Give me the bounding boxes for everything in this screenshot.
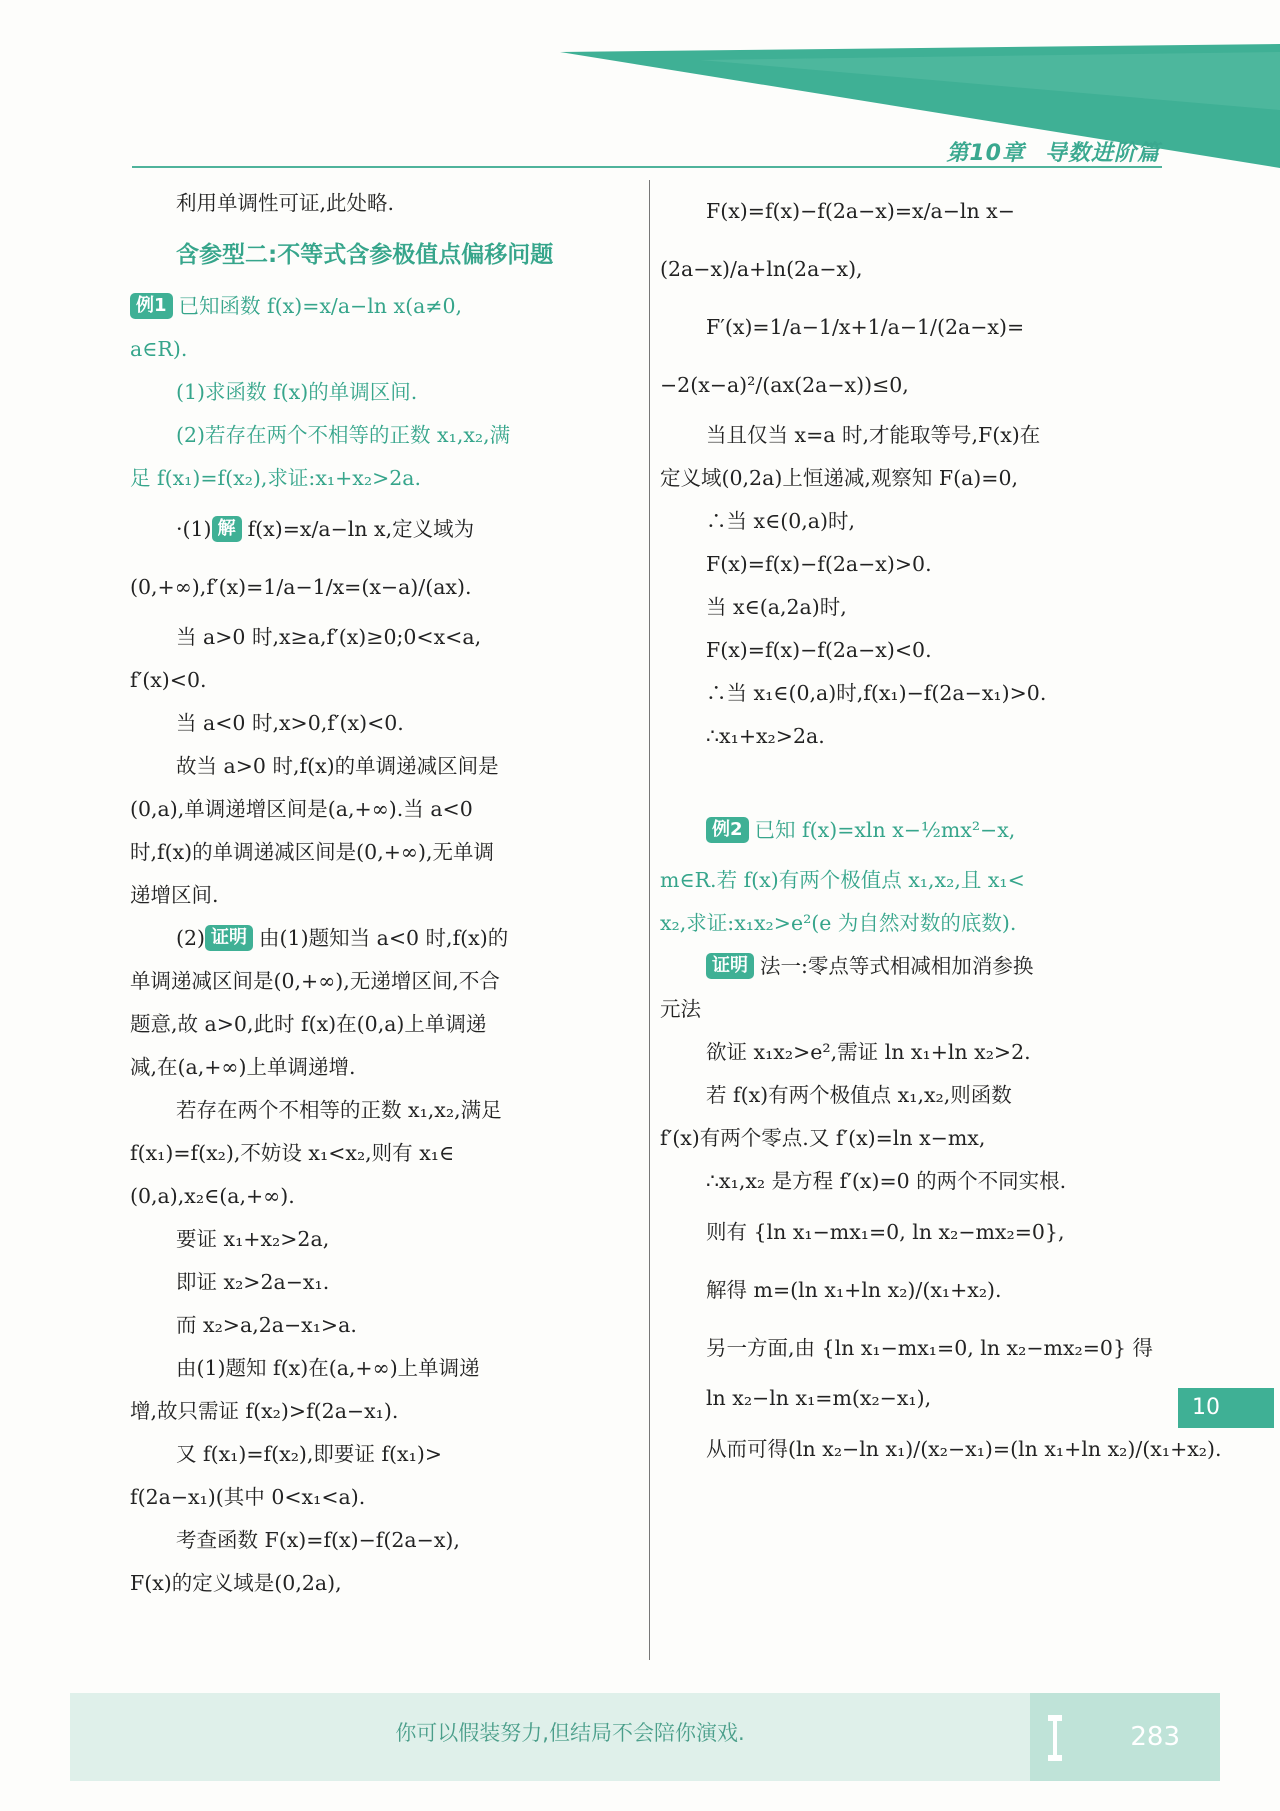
line-text: 法一:零点等式相减相加消参换 [760, 954, 1034, 978]
text-line [130, 500, 630, 558]
line-text: 由(1)题知 f(x)在(a,+∞)上单调递 [176, 1356, 480, 1380]
text-line [660, 1117, 1160, 1160]
text-line [130, 328, 630, 371]
text-line [130, 1175, 630, 1218]
text-line [660, 1319, 1160, 1377]
label-badge: 证明 [706, 953, 754, 979]
text-line [660, 586, 1160, 629]
line-text: F(x)=f(x)−f(2a−x)=x/a−ln x− [706, 199, 1015, 223]
item-number: (2) [176, 926, 206, 950]
text-line [660, 457, 1160, 500]
right-column [660, 182, 1222, 1478]
text-line [130, 558, 630, 616]
line-text: (0,a),单调递增区间是(a,+∞).当 a<0 [130, 797, 473, 821]
label-badge: 解 [212, 516, 242, 542]
chapter-side-tab: 10 [1178, 1388, 1274, 1428]
line-text: F(x)=f(x)−f(2a−x)>0. [706, 552, 932, 576]
line-text: 当且仅当 x=a 时,才能取等号,F(x)在 [706, 423, 1041, 447]
line-text: 又 f(x₁)=f(x₂),即要证 f(x₁)> [176, 1442, 442, 1466]
line-text: ∴x₁+x₂>2a. [706, 724, 825, 748]
line-text: ln x₂−ln x₁=m(x₂−x₁), [706, 1386, 932, 1410]
text-line [130, 1089, 630, 1132]
left-column [130, 182, 630, 1605]
text-line [130, 702, 630, 745]
text-line [660, 715, 1160, 758]
line-text: f(x₁)=f(x₂),不妨设 x₁<x₂,则有 x₁∈ [130, 1141, 455, 1165]
text-line [130, 457, 630, 500]
text-line [660, 356, 1160, 414]
line-text: 递增区间. [130, 883, 219, 907]
line-text: x₂,求证:x₁x₂>e²(e 为自然对数的底数). [660, 911, 1017, 935]
text-line [660, 629, 1160, 672]
header-rule [132, 166, 1162, 168]
line-text: 即证 x₂>2a−x₁. [176, 1270, 330, 1294]
text-line [660, 414, 1160, 457]
text-line [130, 745, 630, 788]
line-text: 欲证 x₁x₂>e²,需证 ln x₁+ln x₂>2. [706, 1040, 1031, 1064]
line-text: 要证 x₁+x₂>2a, [176, 1227, 330, 1251]
line-text: (0,+∞),f′(x)=1/a−1/x=(x−a)/(ax). [130, 575, 472, 599]
text-line [130, 1003, 630, 1046]
text-line [660, 902, 1160, 945]
label-badge: 例1 [130, 293, 173, 319]
line-text: 另一方面,由 {ln x₁−mx₁=0, ln x₂−mx₂=0} 得 [706, 1336, 1154, 1360]
line-text: 则有 {ln x₁−mx₁=0, ln x₂−mx₂=0}, [706, 1220, 1065, 1244]
text-line [130, 1390, 630, 1433]
text-line [130, 1304, 630, 1347]
text-line [130, 659, 630, 702]
text-line [130, 1261, 630, 1304]
text-line [660, 1031, 1160, 1074]
page-number [1030, 1693, 1220, 1781]
line-text: 若存在两个不相等的正数 x₁,x₂,满足 [176, 1098, 502, 1122]
text-line [130, 1132, 630, 1175]
text-line [130, 182, 630, 225]
text-line [130, 616, 630, 659]
text-line [660, 988, 1160, 1031]
line-text: 时,f(x)的单调递减区间是(0,+∞),无单调 [130, 840, 494, 864]
chapter-number: 第10章 [946, 141, 1025, 166]
text-line [660, 859, 1160, 902]
line-text: F′(x)=1/a−1/x+1/a−1/(2a−x)= [706, 315, 1025, 339]
line-text: 若 f(x)有两个极值点 x₁,x₂,则函数 [706, 1083, 1012, 1107]
text-line [660, 672, 1160, 715]
line-text: 定义域(0,2a)上恒递减,观察知 F(a)=0, [660, 466, 1019, 490]
text-line [130, 414, 630, 457]
line-text: (1)求函数 f(x)的单调区间. [176, 380, 418, 404]
label-badge: 例2 [706, 817, 749, 843]
line-text: 已知 f(x)=xln x−½mx²−x, [754, 818, 1016, 842]
text-line [130, 917, 630, 960]
footer-motto: 你可以假装努力,但结局不会陪你演戏. [395, 1721, 745, 1745]
line-text: 考查函数 F(x)=f(x)−f(2a−x), [176, 1528, 460, 1552]
line-text: 当 a>0 时,x≥a,f′(x)≥0;0<x<a, [176, 625, 482, 649]
line-text: 单调递减区间是(0,+∞),无递增区间,不合 [130, 969, 500, 993]
line-text: ∴x₁,x₂ 是方程 f′(x)=0 的两个不同实根. [706, 1169, 1067, 1193]
line-text: −2(x−a)²/(ax(2a−x))≤0, [660, 373, 909, 397]
line-text: f′(x)<0. [130, 668, 207, 692]
item-number: ·(1) [176, 517, 212, 541]
line-text: 解得 m=(ln x₁+ln x₂)/(x₁+x₂). [706, 1278, 1002, 1302]
chapter-title: 导数进阶篇 [1044, 141, 1160, 166]
text-line [660, 1160, 1160, 1203]
text-line [130, 1433, 630, 1476]
line-text: m∈R.若 f(x)有两个极值点 x₁,x₂,且 x₁< [660, 868, 1025, 892]
line-text: ∴当 x₁∈(0,a)时,f(x₁)−f(2a−x₁)>0. [706, 681, 1047, 705]
line-text: 已知函数 f(x)=x/a−ln x(a≠0, [178, 294, 463, 318]
line-text: 故当 a>0 时,f(x)的单调递减区间是 [176, 754, 499, 778]
text-line [130, 285, 630, 328]
footer [70, 1693, 1220, 1781]
text-line [660, 1377, 1160, 1420]
line-text: 减,在(a,+∞)上单调递增. [130, 1055, 356, 1079]
text-line [660, 298, 1160, 356]
text-line [130, 1562, 630, 1605]
line-text: (2)若存在两个不相等的正数 x₁,x₂,满 [176, 423, 511, 447]
text-line [130, 371, 630, 414]
text-line [660, 543, 1160, 586]
text-line [660, 240, 1160, 298]
text-line [130, 874, 630, 917]
page-number-text: 283 [1130, 1722, 1180, 1752]
line-text: 而 x₂>a,2a−x₁>a. [176, 1313, 357, 1337]
column-divider [649, 180, 650, 1660]
line-text: 利用单调性可证,此处略. [176, 191, 395, 215]
line-text: 增,故只需证 f(x₂)>f(2a−x₁). [130, 1399, 399, 1423]
text-line [660, 1420, 1222, 1478]
line-text: 当 a<0 时,x>0,f′(x)<0. [176, 711, 404, 735]
label-badge: 证明 [205, 925, 253, 951]
line-text: 当 x∈(a,2a)时, [706, 595, 847, 619]
text-line [130, 1218, 630, 1261]
line-text: F(x)=f(x)−f(2a−x)<0. [706, 638, 932, 662]
line-text: f′(x)有两个零点.又 f′(x)=ln x−mx, [660, 1126, 986, 1150]
line-text: f(2a−x₁)(其中 0<x₁<a). [130, 1485, 366, 1509]
line-text: a∈R). [130, 337, 188, 361]
text-line [660, 1261, 1160, 1319]
chapter-heading [946, 136, 1160, 167]
line-text: ∴当 x∈(0,a)时, [706, 509, 856, 533]
line-text: 足 f(x₁)=f(x₂),求证:x₁+x₂>2a. [130, 466, 422, 490]
section-heading: 含参型二:不等式含参极值点偏移问题 [176, 242, 554, 268]
text-line [660, 801, 1160, 859]
text-line [660, 1203, 1160, 1261]
line-text: 题意,故 a>0,此时 f(x)在(0,a)上单调递 [130, 1012, 487, 1036]
text-line [660, 500, 1160, 543]
line-text: F(x)的定义域是(0,2a), [130, 1571, 342, 1595]
text-line [130, 1347, 630, 1390]
bookmark-icon [1048, 1713, 1062, 1763]
text-line [130, 960, 630, 1003]
text-line [130, 1476, 630, 1519]
text-line [130, 788, 630, 831]
line-text: 元法 [660, 997, 701, 1021]
text-line [130, 1519, 630, 1562]
text-line [660, 1074, 1160, 1117]
line-text: 由(1)题知当 a<0 时,f(x)的 [259, 926, 509, 950]
line-text: (2a−x)/a+ln(2a−x), [660, 257, 863, 281]
line-text: 从而可得(ln x₂−ln x₁)/(x₂−x₁)=(ln x₁+ln x₂)/(x₁+x₂). [706, 1437, 1222, 1461]
line-text: (0,a),x₂∈(a,+∞). [130, 1184, 295, 1208]
text-line [660, 945, 1160, 988]
text-line [130, 1046, 630, 1089]
text-line [660, 182, 1160, 240]
text-line [130, 831, 630, 874]
text-line [660, 758, 1160, 801]
line-text: f(x)=x/a−ln x,定义域为 [247, 517, 475, 541]
